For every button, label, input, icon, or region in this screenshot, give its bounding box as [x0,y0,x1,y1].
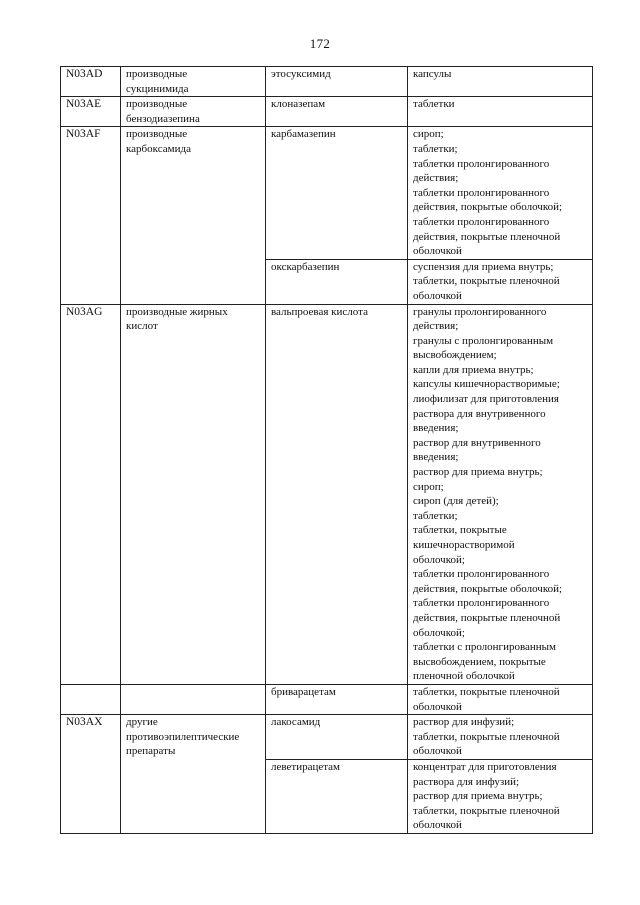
form-line: оболочкой; [413,626,465,639]
form-line: сироп (для детей); [413,495,499,508]
drug-cell: окскарбазепин [266,259,408,304]
group-line: карбоксамида [126,142,191,155]
group-line: производные жирных [126,305,228,318]
form-line: оболочкой [413,700,462,713]
form-line: раствор для приема внутрь; [413,466,543,479]
form-line: таблетки, покрытые пленочной [413,685,560,698]
forms-cell [408,97,593,127]
group-line: производные [126,128,188,141]
drug-cell: этосуксимид [266,67,408,97]
form-line: таблетки пролонгированного [413,157,550,170]
group-line: производные [126,98,188,111]
form-line: таблетки пролонгированного [413,597,550,610]
form-line: действия; [413,320,459,333]
group-cell [121,715,266,834]
form-line: раствора для внутривенного [413,407,546,420]
form-line: введения; [413,451,459,464]
atc-code-cell: N03AE [61,97,121,127]
group-line: сукцинимида [126,82,189,95]
form-line: действия, покрытые пленочной [413,230,561,243]
form-line: действия, покрытые оболочкой; [413,201,563,214]
form-line: пленочной оболочкой [413,670,515,683]
group-line: производные [126,68,188,80]
form-line: оболочкой [413,289,462,302]
form-line: таблетки; [413,509,458,522]
form-line: капли для приема внутрь; [413,363,534,376]
atc-code-cell: N03AG [61,304,121,684]
form-line: гранулы пролонгированного [413,305,547,318]
drug-cell: карбамазепин [266,127,408,259]
form-line: раствора для инфузий; [413,775,520,788]
atc-code-cell: N03AF [61,127,121,304]
form-line: введения; [413,422,459,435]
table-row [61,97,593,127]
form-line: оболочкой [413,819,462,832]
form-line: действия, покрытые оболочкой; [413,582,563,595]
form-line: действия, покрытые пленочной [413,611,561,624]
form-line: оболочкой [413,745,462,758]
form-line: капсулы [413,68,452,80]
forms-cell [408,127,593,259]
drug-cell: бриварацетам [266,684,408,714]
form-line: раствор для инфузий; [413,716,515,729]
form-line: кишечнорастворимой [413,539,515,551]
form-line: суспензия для приема внутрь; [413,260,554,273]
form-line: высвобождением; [413,349,497,362]
table-row [61,684,593,714]
group-line: кислот [126,320,158,333]
form-line: сироп; [413,480,444,493]
atc-code-cell: N03AD [61,67,121,97]
form-line: сироп; [413,128,444,141]
drug-table [60,66,593,834]
group-line: бензодиазепина [126,112,200,125]
form-line: оболочкой; [413,553,465,566]
table-row [61,127,593,259]
form-line: таблетки, покрытые пленочной [413,730,560,743]
form-line: таблетки, покрытые пленочной [413,804,560,817]
form-line: таблетки [413,98,455,111]
page-number: 172 [309,36,331,51]
form-line: таблетки пролонгированного [413,568,550,581]
atc-code-cell: N03AX [61,715,121,834]
form-line: гранулы с пролонгированным [413,334,554,347]
atc-code-cell [61,684,121,714]
group-cell [121,97,266,127]
form-line: таблетки с пролонгированным [413,641,557,654]
table-row [61,67,593,97]
form-line: таблетки, покрытые пленочной [413,275,560,288]
table-row [61,715,593,760]
drug-cell: клоназепам [266,97,408,127]
form-line: оболочкой [413,245,462,258]
table-row [61,304,593,684]
group-cell [121,684,266,714]
group-cell [121,127,266,304]
forms-cell [408,304,593,684]
form-line: капсулы кишечнорастворимые; [413,378,560,391]
group-line: противоэпилептические [126,730,240,743]
forms-cell [408,715,593,760]
form-line: таблетки пролонгированного [413,186,550,199]
forms-cell [408,259,593,304]
group-cell [121,304,266,684]
form-line: таблетки пролонгированного [413,215,550,228]
form-line: концентрат для приготовления [413,760,557,773]
drug-cell: лакосамид [266,715,408,760]
form-line: таблетки, покрытые [413,524,507,537]
form-line: раствор для внутривенного [413,436,541,449]
form-line: раствор для приема внутрь; [413,790,543,803]
drug-cell: леветирацетам [266,759,408,833]
group-line: препараты [126,745,176,758]
form-line: таблетки; [413,142,458,155]
forms-cell [408,759,593,833]
form-line: высвобождением, покрытые [413,655,546,668]
group-line: другие [126,716,158,729]
form-line: действия; [413,172,459,185]
form-line: лиофилизат для приготовления [413,393,559,406]
forms-cell [408,684,593,714]
drug-cell: вальпроевая кислота [266,304,408,684]
group-cell [121,67,266,97]
forms-cell [408,67,593,97]
